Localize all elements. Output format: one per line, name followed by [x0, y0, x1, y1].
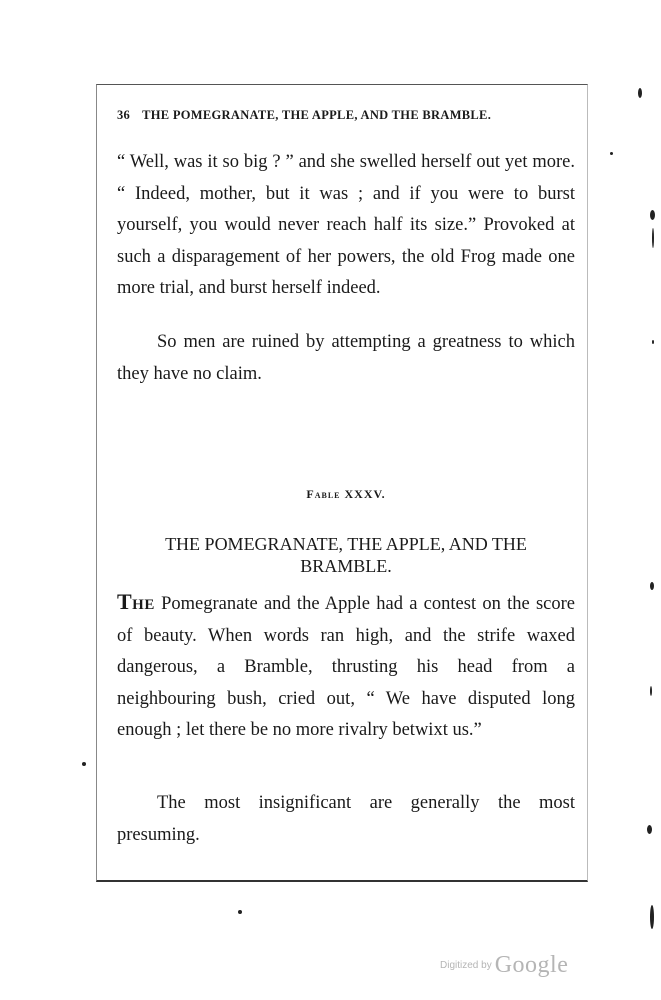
previous-fable-moral: So men are ruined by attempting a greatness to which they have no claim. [117, 332, 575, 384]
scan-speck [650, 210, 655, 220]
scan-speck [652, 228, 654, 248]
fable-number: Fable XXXV. [306, 487, 386, 501]
digitized-by-google-watermark [440, 952, 568, 979]
scan-speck [238, 910, 242, 914]
scan-speck [652, 340, 654, 344]
scan-speck [610, 152, 613, 155]
fable-moral: The most insignificant are generally the most presuming. [117, 793, 575, 845]
previous-fable-closing-paragraph: “ Well, was it so big ? ” and she swelled herself out yet more. “ Indeed, mother, but it was ; and if you were to burst yourself, you would never reach half its size.” Provoked at such a disparagement of her powers, the old Frog made one more trial, and burst herself indeed. [117, 152, 575, 298]
fable-dropcap: The [117, 589, 155, 614]
scan-speck [638, 88, 642, 98]
watermark-brand: Google [494, 952, 569, 978]
scan-speck [650, 686, 652, 696]
watermark-prefix: Digitized by [440, 960, 492, 971]
scan-speck [647, 825, 652, 834]
fable-body [117, 586, 575, 747]
scan-speck [82, 762, 86, 766]
page-number: 36 [117, 108, 131, 122]
fable-title-line-1: THE POMEGRANATE, THE APPLE, AND THE [165, 534, 527, 554]
running-head [117, 108, 567, 123]
scan-speck [650, 905, 654, 929]
scan-speck [650, 582, 654, 590]
fable-body-text: Pomegranate and the Apple had a contest on the score of beauty. When words ran high, and the strife waxed dangerous, a Bramble, thrusting his head from a neighbouring bush, cried out, “ We have disputed long enough ; let there be no more rivalry betwixt us.” [117, 594, 575, 740]
fable-title-line-2: BRAMBLE. [300, 556, 392, 576]
running-head-title: THE POMEGRANATE, THE APPLE, AND THE BRAMBLE. [142, 108, 492, 122]
fable-title [117, 533, 575, 577]
